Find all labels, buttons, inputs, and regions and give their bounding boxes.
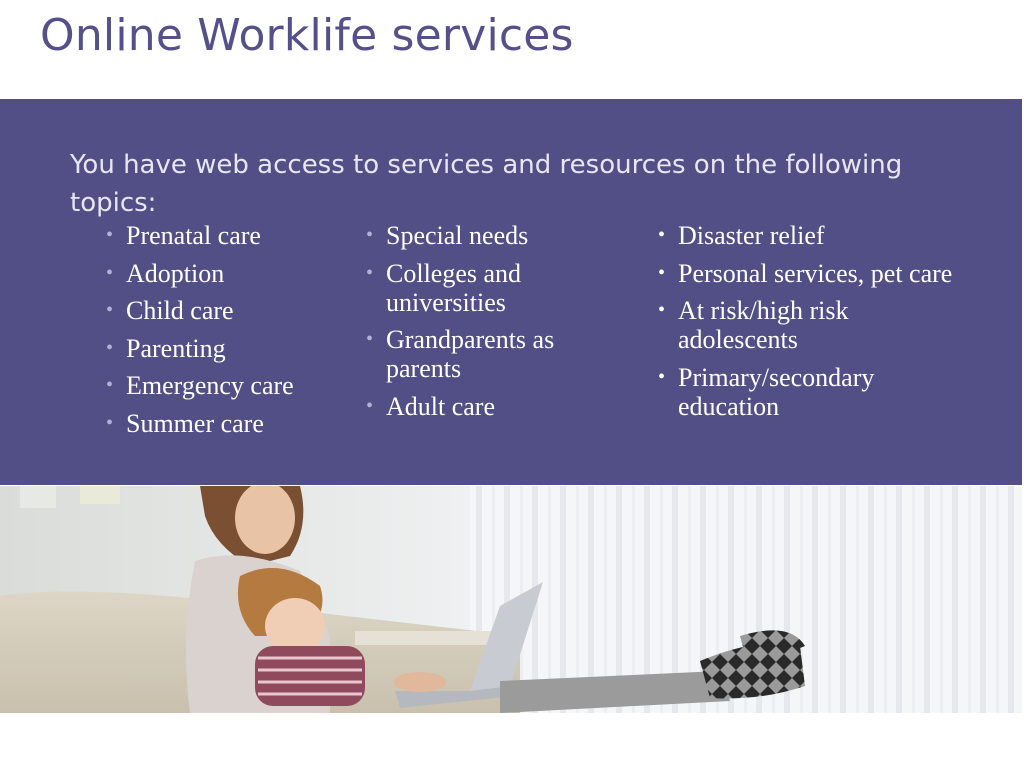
books bbox=[355, 631, 495, 645]
intro-text: You have web access to services and resources on the following topics: bbox=[70, 150, 903, 218]
photo-illustration bbox=[0, 486, 1022, 713]
child-face bbox=[265, 598, 325, 654]
topics-column-1 bbox=[106, 221, 356, 446]
topic-item: • Parenting bbox=[106, 333, 226, 363]
bullet-icon: • bbox=[658, 299, 666, 321]
bullet-icon: • bbox=[366, 261, 374, 284]
topic-item: • Disaster relief bbox=[658, 221, 825, 250]
bullet-icon: • bbox=[658, 261, 666, 284]
topics-column-2 bbox=[366, 221, 626, 429]
topic-item: • Child care bbox=[106, 296, 234, 325]
topic-item: • Personal services, pet care bbox=[658, 258, 953, 288]
topics-column-3 bbox=[658, 221, 958, 429]
bullet-icon: • bbox=[106, 374, 114, 396]
bullet-icon: • bbox=[106, 261, 114, 284]
child-shirt bbox=[255, 646, 365, 706]
hands bbox=[394, 672, 446, 692]
topic-item: • Emergency care bbox=[106, 371, 294, 400]
topic-item: • At risk/high risk adolescents bbox=[658, 296, 849, 354]
topic-item: • Adult care bbox=[366, 391, 496, 421]
bullet-icon: • bbox=[366, 328, 374, 350]
topic-item: • Prenatal care bbox=[106, 221, 261, 250]
bullet-icon: • bbox=[106, 411, 114, 434]
topic-item: • Grandparents as parents bbox=[366, 325, 555, 383]
bullet-icon: • bbox=[366, 224, 374, 246]
bullet-icon: • bbox=[658, 224, 666, 246]
topic-item: • Summer care bbox=[106, 408, 264, 438]
topic-item: • Special needs bbox=[366, 221, 529, 250]
bullet-icon: • bbox=[106, 224, 114, 246]
bullet-icon: • bbox=[106, 299, 114, 321]
topic-item: • Adoption bbox=[106, 258, 225, 288]
wall-note bbox=[20, 486, 56, 508]
topic-item: • Colleges and universities bbox=[366, 258, 522, 317]
wall-note bbox=[80, 486, 120, 504]
bullet-icon: • bbox=[366, 394, 374, 417]
slide-title: Online Worklife services bbox=[40, 10, 574, 61]
bullet-icon: • bbox=[106, 336, 114, 359]
family-laptop-photo bbox=[0, 486, 1022, 713]
bullet-icon: • bbox=[658, 365, 666, 388]
topic-item: • Primary/secondary education bbox=[658, 362, 875, 421]
